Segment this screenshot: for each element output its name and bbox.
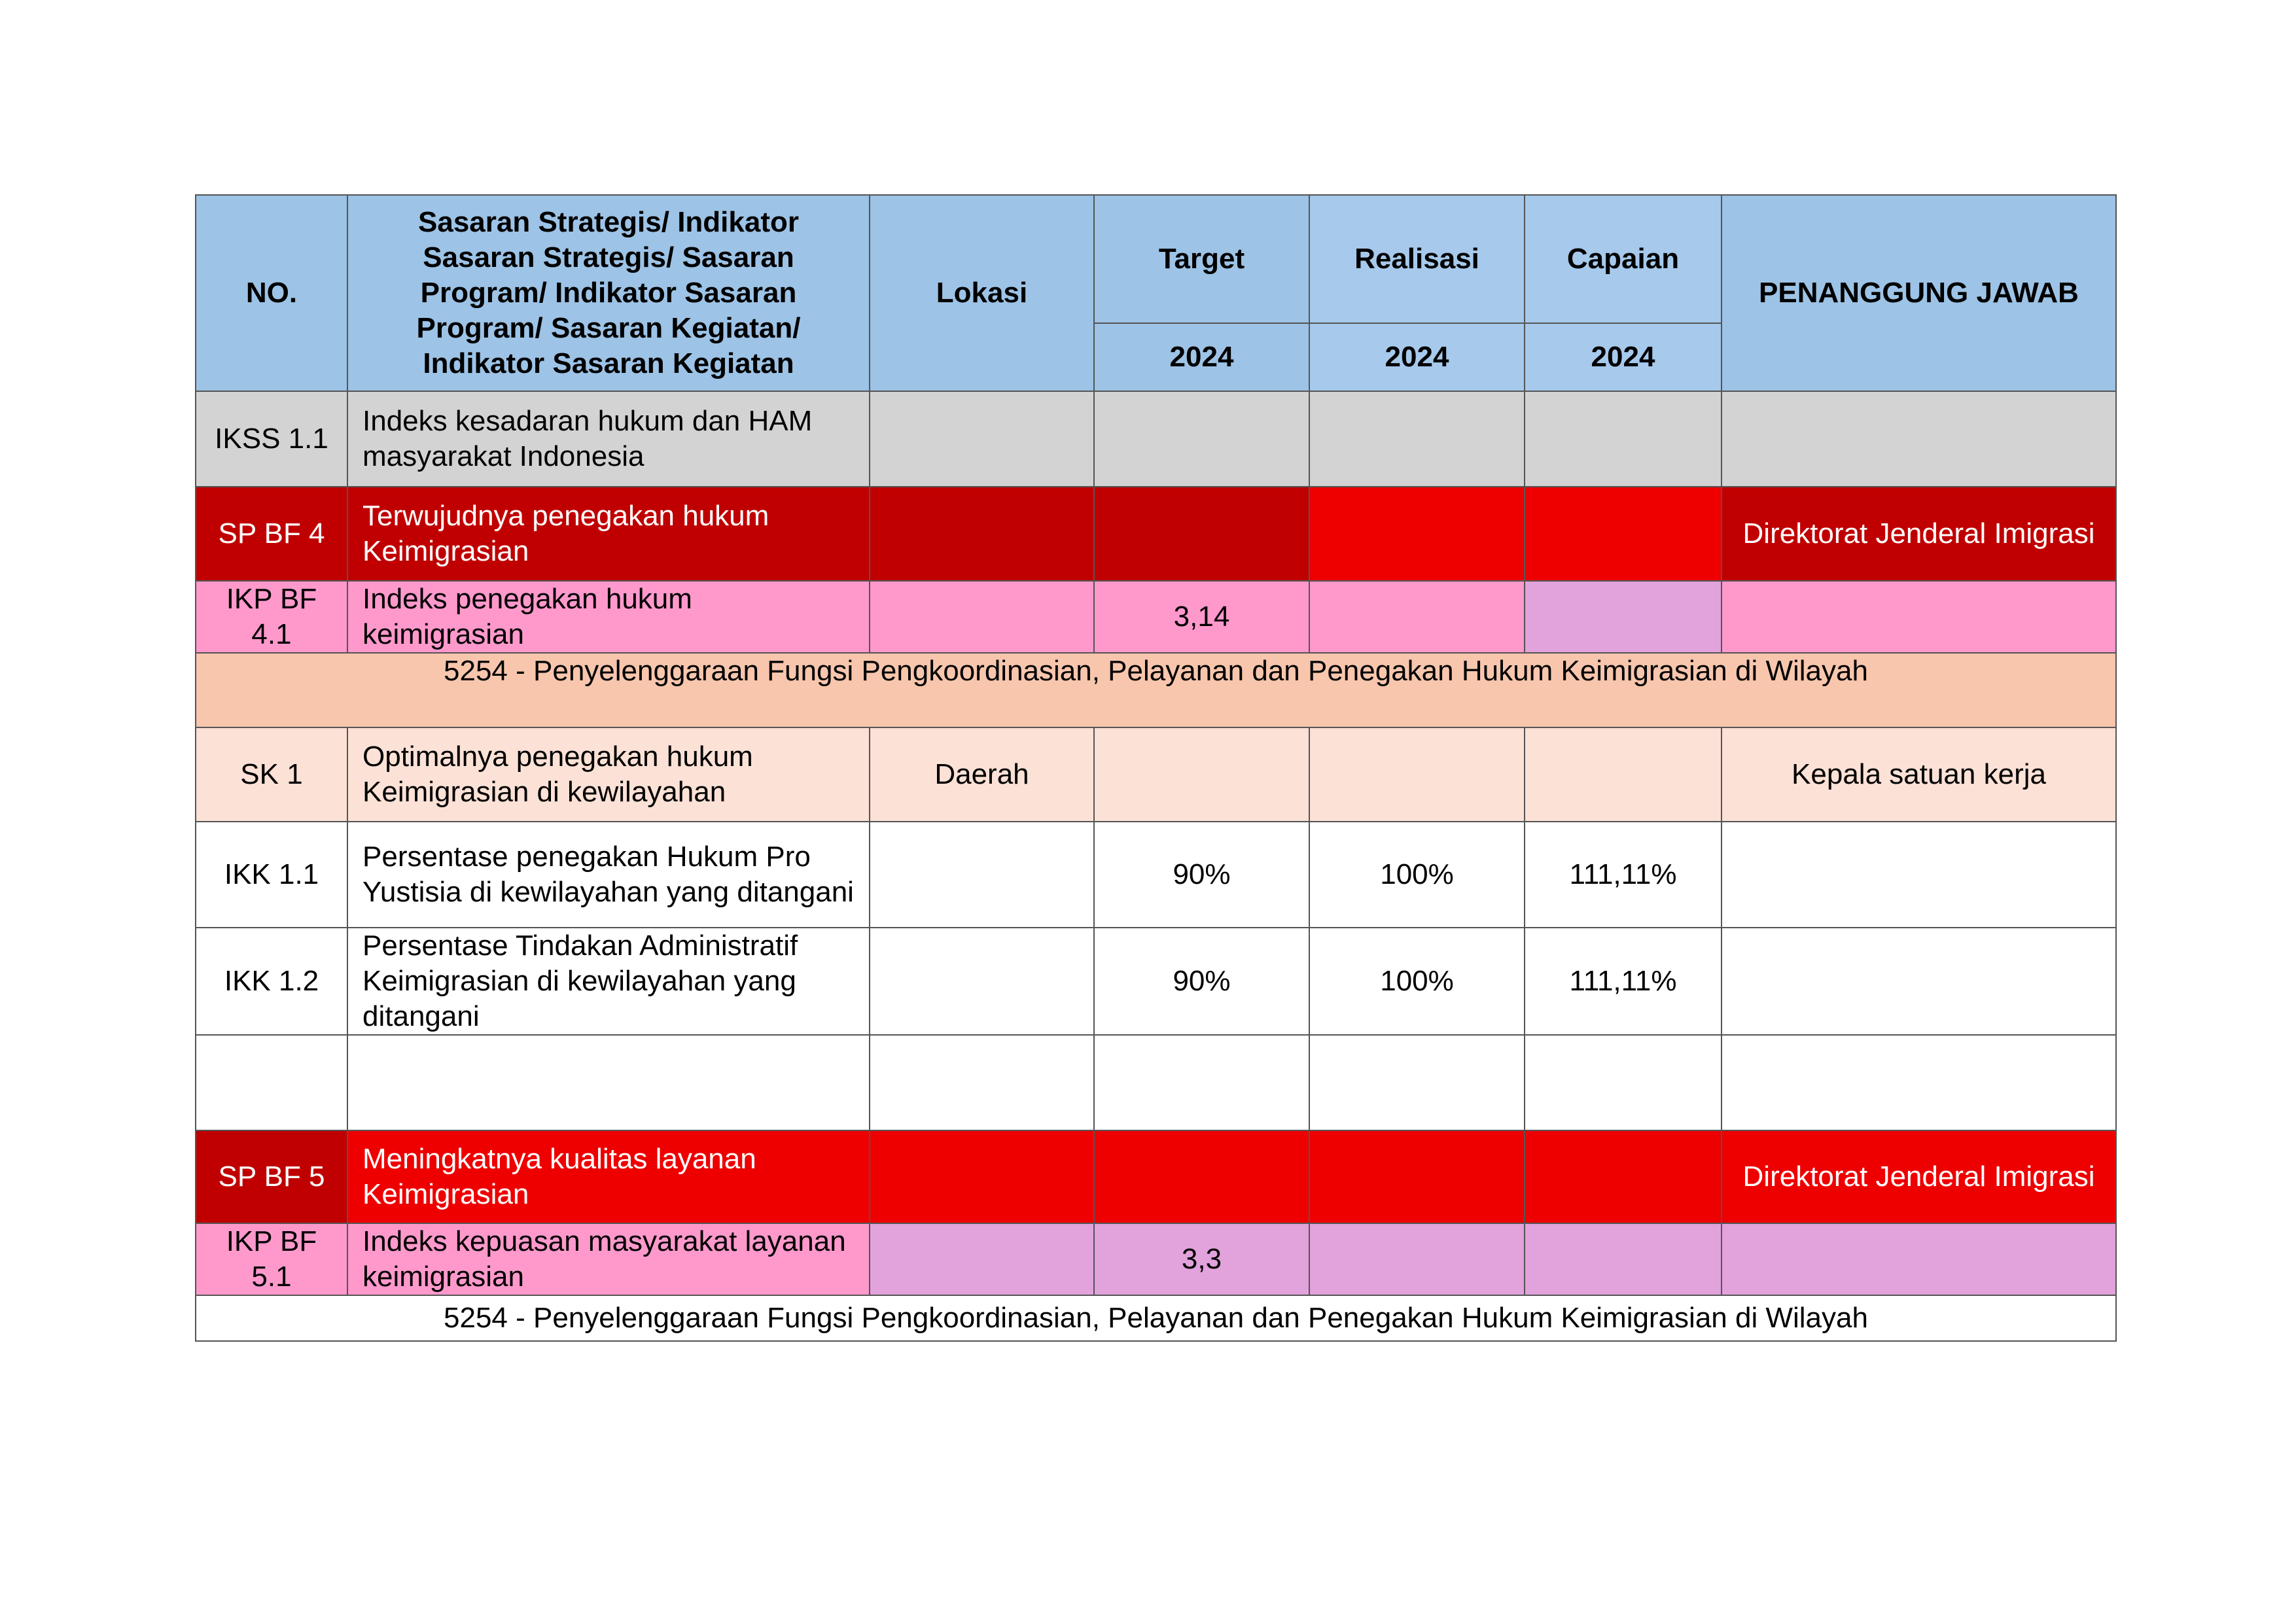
row-lokasi — [870, 1223, 1094, 1295]
row-no: IKSS 1.1 — [196, 391, 347, 487]
row-realisasi — [1309, 581, 1525, 653]
row-realisasi: 100% — [1309, 928, 1525, 1035]
row-target — [1094, 727, 1309, 822]
table-row — [196, 581, 2116, 653]
table-row — [196, 822, 2116, 928]
table-row — [196, 1130, 2116, 1223]
row-no — [196, 1035, 347, 1130]
row-no: IKK 1.2 — [196, 928, 347, 1035]
row-desc: Indeks penegakan hukum keimigrasian — [347, 581, 870, 653]
row-desc: Meningkatnya kualitas layanan Keimigrasian — [347, 1130, 870, 1223]
row-desc: Persentase Tindakan Administratif Keimigrasian di kewilayahan yang ditangani — [347, 928, 870, 1035]
row-desc: Terwujudnya penegakan hukum Keimigrasian — [347, 487, 870, 581]
row-pj: Direktorat Jenderal Imigrasi — [1722, 487, 2116, 581]
table-row — [196, 928, 2116, 1035]
row-capaian — [1525, 1035, 1722, 1130]
row-target — [1094, 391, 1309, 487]
row-capaian: 111,11% — [1525, 822, 1722, 928]
row-pj: Direktorat Jenderal Imigrasi — [1722, 1130, 2116, 1223]
row-realisasi — [1309, 391, 1525, 487]
row-lokasi — [870, 928, 1094, 1035]
row-target: 3,14 — [1094, 581, 1309, 653]
table-row — [196, 1223, 2116, 1295]
header-no: NO. — [196, 195, 347, 391]
row-desc: Optimalnya penegakan hukum Keimigrasian di kewilayahan — [347, 727, 870, 822]
row-no: IKK 1.1 — [196, 822, 347, 928]
row-no: IKP BF 5.1 — [196, 1223, 347, 1295]
row-capaian — [1525, 1130, 1722, 1223]
row-capaian — [1525, 1223, 1722, 1295]
row-no: SP BF 5 — [196, 1130, 347, 1223]
header-year-realisasi: 2024 — [1309, 323, 1525, 391]
header-lokasi: Lokasi — [870, 195, 1094, 391]
row-realisasi: 100% — [1309, 822, 1525, 928]
row-target — [1094, 487, 1309, 581]
header-sasaran: Sasaran Strategis/ Indikator Sasaran Strategis/ Sasaran Program/ Indikator Sasaran Program/ Sasaran Kegiatan/ Indikator Sasaran Kegiatan — [347, 195, 870, 391]
row-lokasi: Daerah — [870, 727, 1094, 822]
row-target: 90% — [1094, 928, 1309, 1035]
row-realisasi — [1309, 727, 1525, 822]
row-desc — [347, 1035, 870, 1130]
row-capaian: 111,11% — [1525, 928, 1722, 1035]
row-no: SP BF 4 — [196, 487, 347, 581]
row-target: 3,3 — [1094, 1223, 1309, 1295]
table-row — [196, 727, 2116, 822]
row-lokasi — [870, 822, 1094, 928]
row-pj — [1722, 391, 2116, 487]
header-target: Target — [1094, 195, 1309, 323]
row-desc: Indeks kesadaran hukum dan HAM masyarakat Indonesia — [347, 391, 870, 487]
row-no: SK 1 — [196, 727, 347, 822]
row-no: IKP BF 4.1 — [196, 581, 347, 653]
row-capaian — [1525, 391, 1722, 487]
header-capaian: Capaian — [1525, 195, 1722, 323]
header-year-capaian: 2024 — [1525, 323, 1722, 391]
row-desc: Persentase penegakan Hukum Pro Yustisia di kewilayahan yang ditangani — [347, 822, 870, 928]
row-pj — [1722, 1223, 2116, 1295]
row-realisasi — [1309, 1130, 1525, 1223]
table-row — [196, 487, 2116, 581]
row-realisasi — [1309, 487, 1525, 581]
row-pj — [1722, 822, 2116, 928]
row-capaian — [1525, 727, 1722, 822]
row-lokasi — [870, 1130, 1094, 1223]
row-pj — [1722, 581, 2116, 653]
row-desc: Indeks kepuasan masyarakat layanan keimigrasian — [347, 1223, 870, 1295]
table-row — [196, 1035, 2116, 1130]
row-pj — [1722, 928, 2116, 1035]
row-realisasi — [1309, 1035, 1525, 1130]
row-lokasi — [870, 487, 1094, 581]
row-target: 90% — [1094, 822, 1309, 928]
row-capaian — [1525, 487, 1722, 581]
table-row — [196, 391, 2116, 487]
performance-table — [195, 194, 2117, 1342]
program-row — [196, 653, 2116, 727]
row-lokasi — [870, 581, 1094, 653]
row-lokasi — [870, 1035, 1094, 1130]
row-pj — [1722, 1035, 2116, 1130]
header-realisasi: Realisasi — [1309, 195, 1525, 323]
row-realisasi — [1309, 1223, 1525, 1295]
row-pj: Kepala satuan kerja — [1722, 727, 2116, 822]
row-target — [1094, 1130, 1309, 1223]
row-lokasi — [870, 391, 1094, 487]
program-row — [196, 1295, 2116, 1341]
header-penanggung-jawab: PENANGGUNG JAWAB — [1722, 195, 2116, 391]
row-capaian — [1525, 581, 1722, 653]
header-year-target: 2024 — [1094, 323, 1309, 391]
program-label: 5254 - Penyelenggaraan Fungsi Pengkoordinasian, Pelayanan dan Penegakan Hukum Keimigrasian di Wilayah — [196, 653, 2116, 727]
program-label: 5254 - Penyelenggaraan Fungsi Pengkoordinasian, Pelayanan dan Penegakan Hukum Keimigrasian di Wilayah — [196, 1295, 2116, 1341]
row-target — [1094, 1035, 1309, 1130]
